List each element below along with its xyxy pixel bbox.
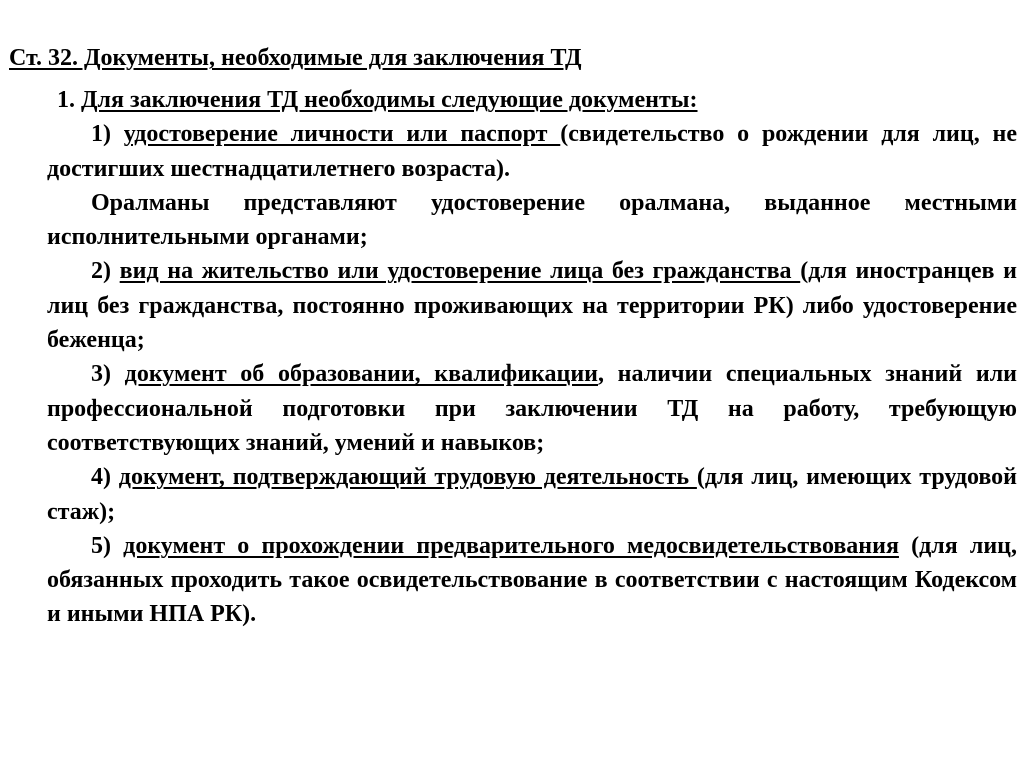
item-number: 5)	[91, 532, 124, 559]
clause-lead: Для заключения ТД необходимы следующие документы:	[81, 87, 698, 113]
item-text: (для иностранцев и лиц без гражданства, постоянно проживающих на территории РК) либо удостоверение беженца;	[47, 258, 1017, 354]
item-text: (свидетельство о рождении для лиц, не достигших шестнадцатилетнего возраста).	[47, 121, 1017, 182]
list-item-oralmany	[47, 186, 1017, 255]
slide-title: Ст. 32. Документы, необходимые для заключения ТД	[9, 45, 582, 71]
item-number: 3)	[91, 361, 125, 388]
item-document: документ о прохождении предварительного медосвидетельствования	[123, 532, 899, 559]
clause-number: 1.	[57, 87, 81, 113]
item-text: (для лиц, обязанных проходить такое освидетельствование в соответствии с настоящим Кодексом и иными НПА РК).	[47, 532, 1017, 628]
item-document: удостоверение личности или паспорт	[123, 121, 561, 148]
item-document: документ, подтверждающий трудовую деятельность	[118, 464, 697, 491]
list-item-4	[47, 460, 1017, 529]
clause-intro	[47, 83, 1017, 117]
list-item-3	[47, 357, 1017, 460]
list-item-5	[47, 529, 1017, 632]
item-text: (для лиц, имеющих трудовой стаж);	[47, 464, 1017, 525]
list-item-1	[47, 117, 1017, 186]
slide-body	[47, 83, 1017, 632]
list-item-2	[47, 254, 1017, 357]
item-number: 1)	[91, 121, 124, 148]
item-text: , наличии специальных знаний или профессиональной подготовки при заключении ТД на работу, требующую соответствующих знаний, умений и навыков;	[47, 361, 1018, 456]
item-number: 4)	[91, 464, 119, 491]
item-number: 2)	[91, 258, 120, 285]
item-text: Оралманы представляют удостоверение оралмана, выданное местными исполнительными органами;	[47, 189, 1017, 251]
item-document: вид на жительство или удостоверение лица без гражданства	[119, 258, 801, 285]
item-document: документ об образовании, квалификации	[124, 361, 598, 388]
